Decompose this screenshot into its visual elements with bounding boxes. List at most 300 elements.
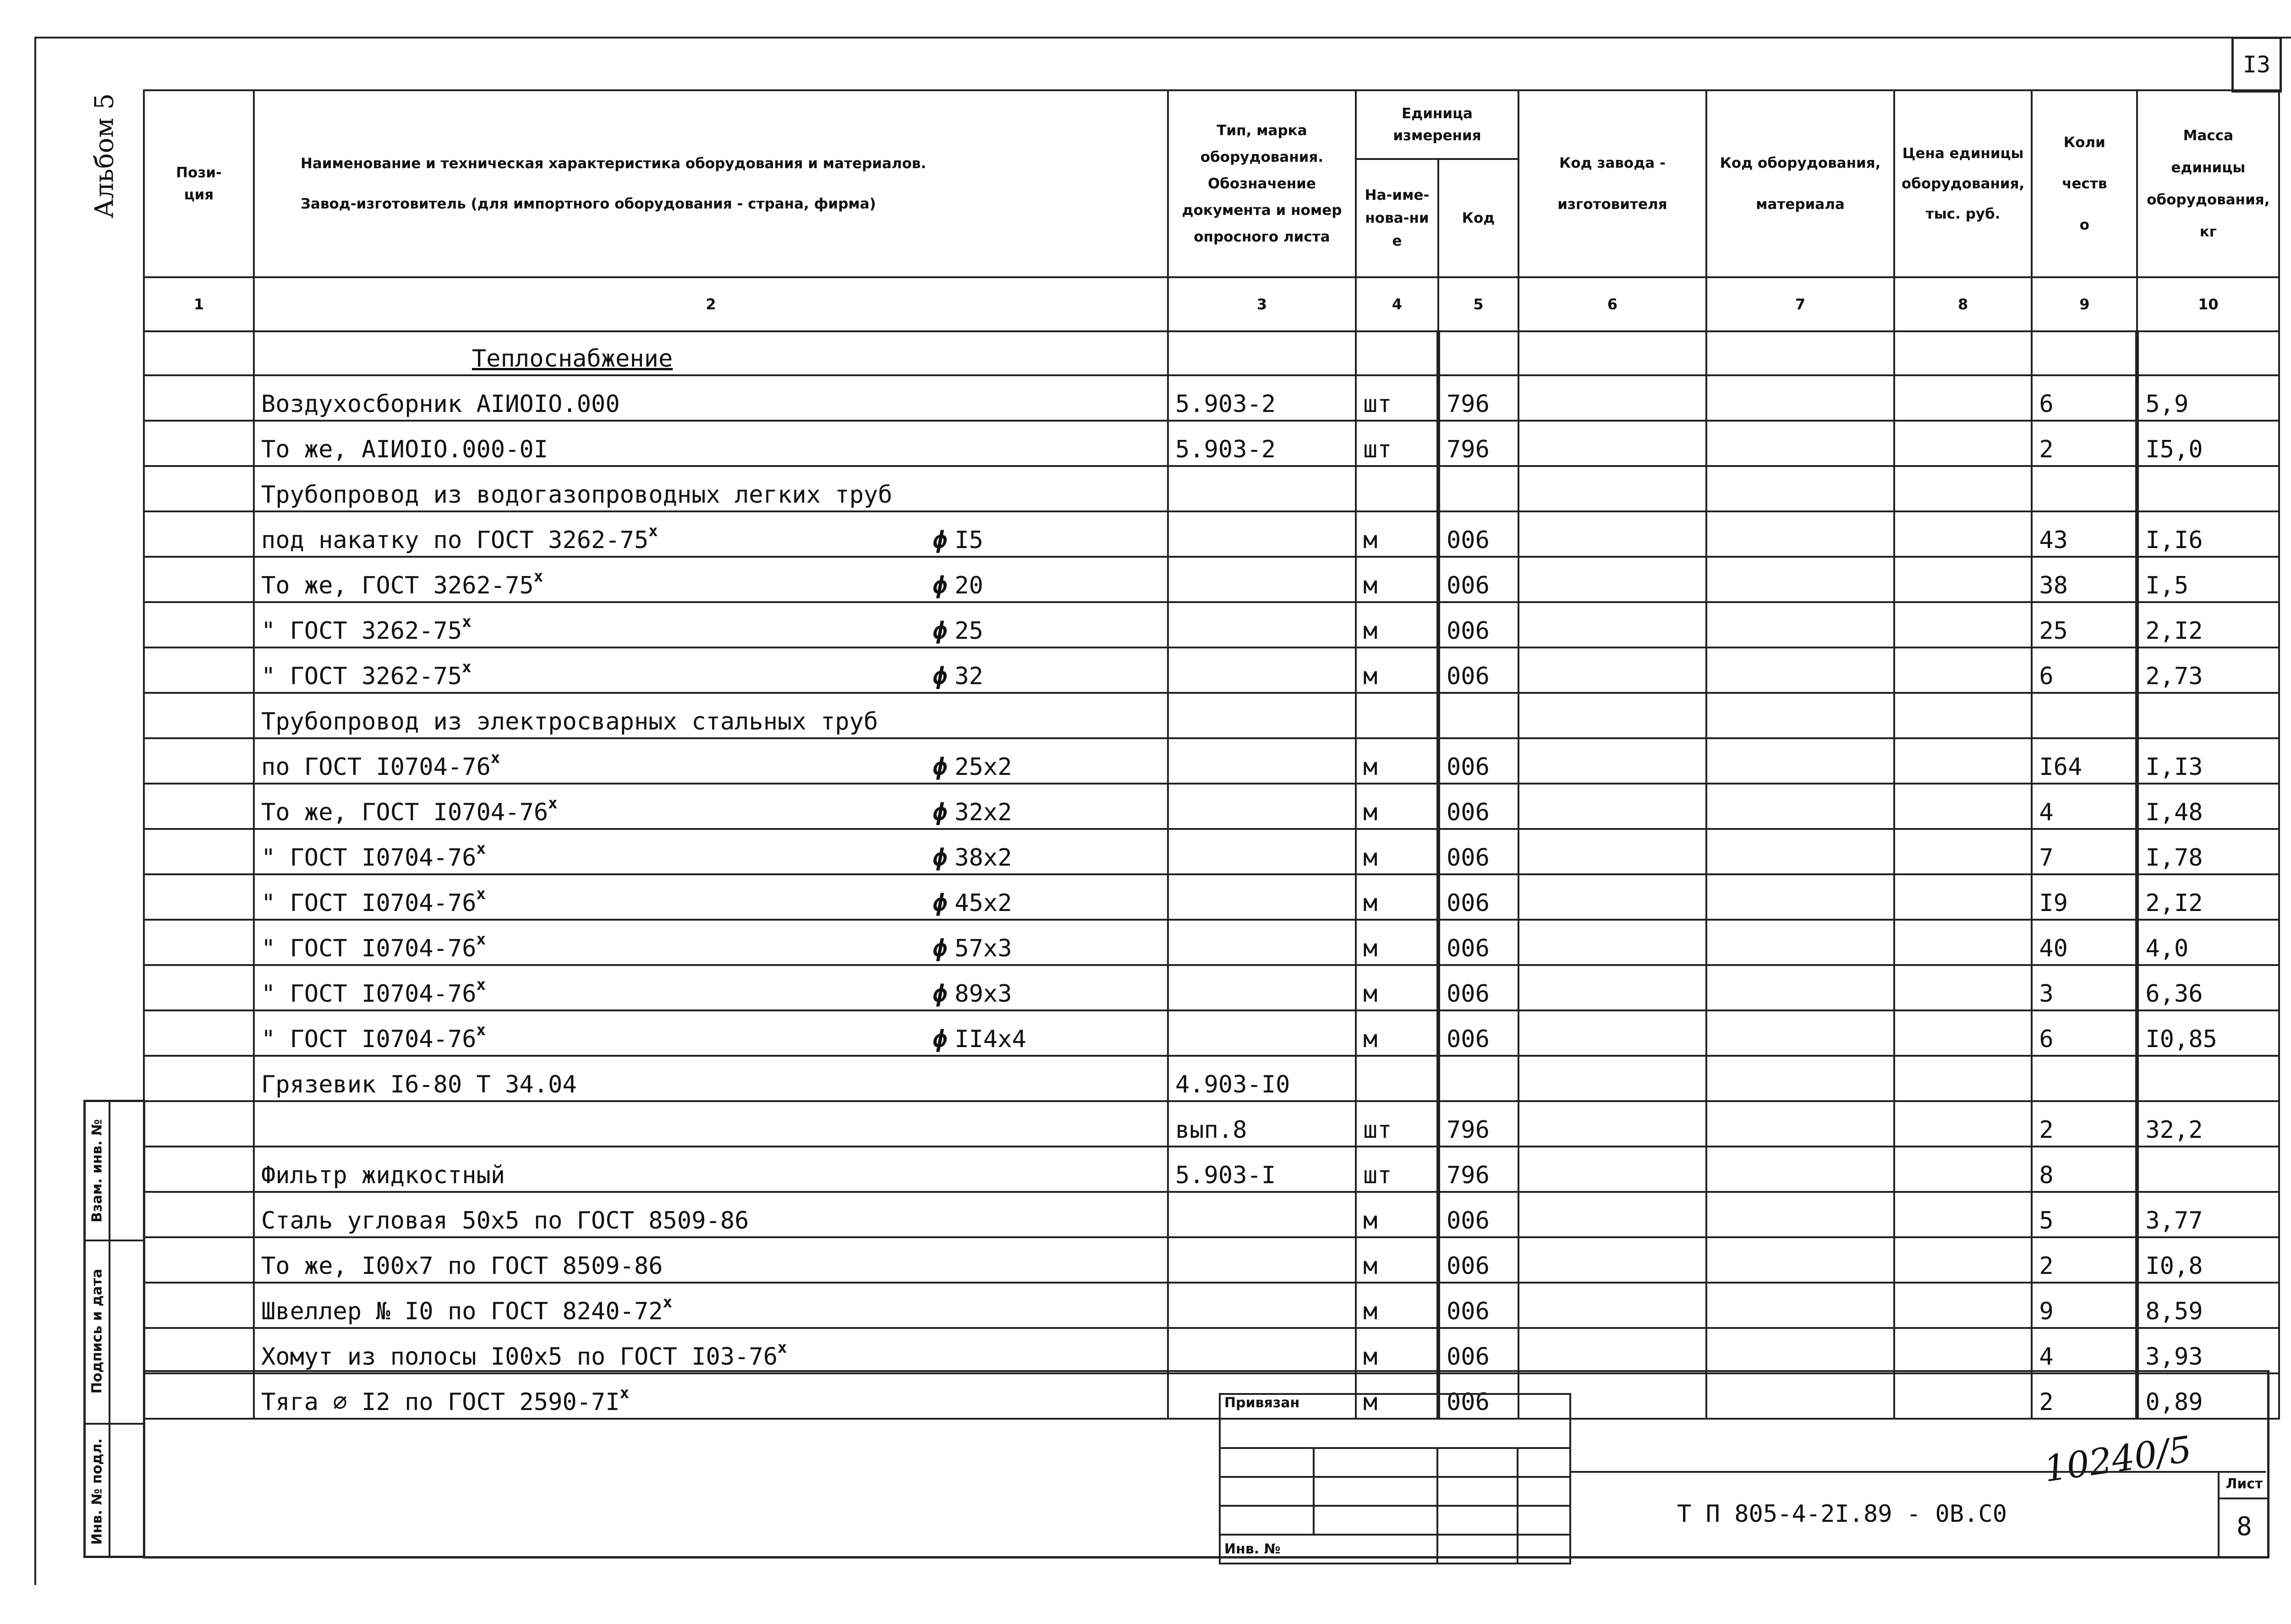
cell-mass: 5,9 <box>2137 375 2279 421</box>
cell-unit-code: 796 <box>1438 1101 1518 1147</box>
item-name: Фильтр жидкостный <box>261 1162 505 1189</box>
superscript-mark: x <box>619 1384 630 1402</box>
table-row <box>144 1010 2279 1056</box>
cell-price <box>1894 1192 2032 1237</box>
item-name: То же, ГОСТ 3262-75 <box>261 572 534 599</box>
item-name: " ГОСТ I0704-76 <box>261 980 477 1008</box>
cell-plant-code <box>1518 511 1706 557</box>
cell-quantity: 8 <box>2032 1147 2137 1192</box>
item-name: То же, ГОСТ I0704-76 <box>261 799 548 826</box>
cell-name <box>254 375 1168 421</box>
table-row <box>144 1147 2279 1192</box>
cell-mass: I,I6 <box>2137 511 2279 557</box>
superscript-mark: x <box>490 749 500 767</box>
cell-quantity: 7 <box>2032 829 2137 874</box>
cell-unit: м <box>1356 602 1438 647</box>
item-name: Швеллер № I0 по ГОСТ 8240-72 <box>261 1298 663 1325</box>
cell-price <box>1894 1101 2032 1147</box>
cell-mass: 2,I2 <box>2137 874 2279 920</box>
cell-unit-code <box>1438 693 1518 738</box>
cell-price <box>1894 647 2032 693</box>
cell-mass: I,5 <box>2137 557 2279 602</box>
diameter-icon: ϕ <box>933 980 948 1008</box>
section-title: Теплоснабжение <box>472 345 673 373</box>
table-row <box>144 1056 2279 1101</box>
cell-position <box>144 421 254 466</box>
header-position: Пози- ция <box>144 90 254 277</box>
cell-position <box>144 1101 254 1147</box>
cell-mass <box>2137 466 2279 511</box>
table-row <box>144 421 2279 466</box>
cell-position <box>144 693 254 738</box>
cell-document: 5.903-I <box>1168 1147 1356 1192</box>
header-price: Цена единицы оборудования, тыс. руб. <box>1894 90 2032 277</box>
col-num-3: 3 <box>1168 277 1356 331</box>
cell-quantity: 2 <box>2032 1101 2137 1147</box>
cell-quantity: 3 <box>2032 965 2137 1010</box>
table-row <box>144 874 2279 920</box>
cell-equipment-code <box>1706 829 1894 874</box>
cell-price <box>1894 1373 2032 1419</box>
cell-plant-code <box>1518 1010 1706 1056</box>
cell-quantity: I64 <box>2032 738 2137 784</box>
cell-equipment-code <box>1706 1056 1894 1101</box>
cell-quantity: 2 <box>2032 1237 2137 1283</box>
cell-unit: м <box>1356 1373 1438 1419</box>
cell-plant-code <box>1518 602 1706 647</box>
cell-unit-code: 006 <box>1438 874 1518 920</box>
table-row <box>144 557 2279 602</box>
header-unit-name: На-име-нова-ние <box>1356 159 1438 277</box>
cell-quantity: 6 <box>2032 1010 2137 1056</box>
cell-unit: шт <box>1356 1147 1438 1192</box>
table-row <box>144 784 2279 829</box>
cell-plant-code <box>1518 1192 1706 1237</box>
cell-mass: 2,73 <box>2137 647 2279 693</box>
cell-plant-code <box>1518 829 1706 874</box>
diameter <box>933 527 983 554</box>
document-designation: Т П 805-4-2I.89 - 0В.С0 <box>1677 1500 2007 1528</box>
cell-price <box>1894 1010 2032 1056</box>
diameter-icon: ϕ <box>933 663 948 690</box>
handwritten-signature: 10240/5 <box>2041 1428 2194 1491</box>
superscript-mark: x <box>476 976 486 994</box>
cell-quantity <box>2032 1056 2137 1101</box>
cell-quantity: 43 <box>2032 511 2137 557</box>
cell-equipment-code <box>1706 1147 1894 1192</box>
table-row <box>144 602 2279 647</box>
cell-price <box>1894 1056 2032 1101</box>
item-name: Грязевик I6-80 Т 34.04 <box>261 1071 577 1098</box>
superscript-mark: x <box>533 567 543 586</box>
cell-mass: 8,59 <box>2137 1283 2279 1328</box>
cell-price <box>1894 738 2032 784</box>
item-name: " ГОСТ I0704-76 <box>261 935 477 962</box>
cell-document <box>1168 738 1356 784</box>
cell-unit-code: 006 <box>1438 738 1518 784</box>
cell-unit: м <box>1356 1237 1438 1283</box>
col-num-4: 4 <box>1356 277 1438 331</box>
cell-price <box>1894 421 2032 466</box>
item-name: по ГОСТ I0704-76 <box>261 753 491 781</box>
cell-plant-code <box>1518 920 1706 965</box>
cell-unit-code: 006 <box>1438 1237 1518 1283</box>
col-num-6: 6 <box>1518 277 1706 331</box>
header-mass: Масса единицы оборудования, кг <box>2137 90 2279 277</box>
cell-document: вып.8 <box>1168 1101 1356 1147</box>
cell-position <box>144 920 254 965</box>
footer-divider <box>143 1370 2267 1372</box>
diameter-icon: ϕ <box>933 844 948 872</box>
header-type: Тип, марка оборудования. Обозначение документа и номер опросного листа <box>1168 90 1356 277</box>
diameter-value: 57x3 <box>954 935 1012 962</box>
cell-position <box>144 1373 254 1419</box>
cell-plant-code <box>1518 738 1706 784</box>
cell-plant-code <box>1518 1283 1706 1328</box>
item-name: Тяга ⌀ I2 по ГОСТ 2590-7I <box>261 1388 620 1416</box>
table-row <box>144 738 2279 784</box>
cell-equipment-code <box>1706 693 1894 738</box>
cell-unit: шт <box>1356 421 1438 466</box>
cell-name <box>254 1101 1168 1147</box>
cell-unit <box>1356 466 1438 511</box>
cell-position <box>144 1147 254 1192</box>
cell-position <box>144 647 254 693</box>
diameter-value: 25x2 <box>954 753 1012 781</box>
cell-quantity: 5 <box>2032 1192 2137 1237</box>
cell-unit-code <box>1438 466 1518 511</box>
cell-position <box>144 1237 254 1283</box>
cell-plant-code <box>1518 466 1706 511</box>
cell-mass: 3,77 <box>2137 1192 2279 1237</box>
cell-unit: м <box>1356 784 1438 829</box>
cell-unit-code: 796 <box>1438 421 1518 466</box>
table-row <box>144 375 2279 421</box>
cell-document <box>1168 874 1356 920</box>
table-row <box>144 511 2279 557</box>
sheet-box <box>2218 1471 2269 1557</box>
cell-document <box>1168 1283 1356 1328</box>
item-name: Воздухосборник АIИОIО.000 <box>261 390 620 418</box>
binding-stamp <box>1219 1393 1571 1564</box>
header-name-line1: Наименование и техническая характеристика оборудования и материалов. <box>301 155 926 172</box>
cell-equipment-code <box>1706 375 1894 421</box>
diameter-value: 32 <box>954 663 983 690</box>
diameter-value: II4x4 <box>954 1026 1026 1053</box>
cell-plant-code <box>1518 784 1706 829</box>
diameter-value: 38x2 <box>954 844 1012 872</box>
diameter <box>933 572 983 599</box>
cell-document <box>1168 920 1356 965</box>
cell-quantity: 6 <box>2032 647 2137 693</box>
superscript-mark: x <box>476 1021 486 1039</box>
cell-unit-code <box>1438 1056 1518 1101</box>
cell-price <box>1894 965 2032 1010</box>
item-name: " ГОСТ I0704-76 <box>261 844 477 872</box>
cell-price <box>1894 1328 2032 1373</box>
diameter-value: 45x2 <box>954 889 1012 917</box>
superscript-mark: x <box>548 794 558 812</box>
col-num-2: 2 <box>254 277 1168 331</box>
item-name: под накатку по ГОСТ 3262-75 <box>261 527 649 554</box>
cell-plant-code <box>1518 965 1706 1010</box>
diameter <box>933 844 1012 872</box>
superscript-mark: x <box>462 658 471 676</box>
table-row <box>144 965 2279 1010</box>
cell-equipment-code <box>1706 1373 1894 1419</box>
cell-mass: 2,I2 <box>2137 602 2279 647</box>
privyazan-label: Привязан <box>1220 1394 1570 1448</box>
cell-mass: 6,36 <box>2137 965 2279 1010</box>
cell-plant-code <box>1518 1056 1706 1101</box>
cell-name <box>254 1056 1168 1101</box>
cell-price <box>1894 466 2032 511</box>
cell-document: 5.903-2 <box>1168 421 1356 466</box>
diameter-icon: ϕ <box>933 572 948 599</box>
specification-table <box>143 89 2280 1420</box>
cell-mass <box>2137 693 2279 738</box>
cell-equipment-code <box>1706 874 1894 920</box>
cell-document <box>1168 557 1356 602</box>
diameter <box>933 799 1012 826</box>
cell-mass: 3,93 <box>2137 1328 2279 1373</box>
cell-position <box>144 1192 254 1237</box>
diameter <box>933 935 1012 962</box>
cell-document: 5.903-2 <box>1168 375 1356 421</box>
cell-document <box>1168 829 1356 874</box>
cell-unit: м <box>1356 1328 1438 1373</box>
cell-price <box>1894 693 2032 738</box>
superscript-mark: x <box>778 1339 787 1357</box>
cell-mass: I5,0 <box>2137 421 2279 466</box>
cell-price <box>1894 375 2032 421</box>
diameter-icon: ϕ <box>933 1026 948 1053</box>
cell-quantity: 2 <box>2032 421 2137 466</box>
cell-equipment-code <box>1706 466 1894 511</box>
cell-name <box>254 602 1168 647</box>
cell-position <box>144 1056 254 1101</box>
diameter-value: 89x3 <box>954 980 1012 1008</box>
col-num-7: 7 <box>1706 277 1894 331</box>
sheet-label: Лист <box>2220 1471 2269 1499</box>
cell-plant-code <box>1518 375 1706 421</box>
header-name-line2: Завод-изготовитель (для импортного оборудования - страна, фирма) <box>301 196 876 212</box>
item-name: " ГОСТ I0704-76 <box>261 889 477 917</box>
item-name: Трубопровод из электросварных стальных труб <box>261 708 878 735</box>
diameter-icon: ϕ <box>933 617 948 645</box>
superscript-mark: x <box>476 930 486 949</box>
cell-unit-code: 006 <box>1438 1283 1518 1328</box>
cell-document <box>1168 784 1356 829</box>
cell-name <box>254 1237 1168 1283</box>
cell-plant-code <box>1518 1328 1706 1373</box>
cell-equipment-code <box>1706 1192 1894 1237</box>
item-name: Трубопровод из водогазопроводных легких труб <box>261 481 893 509</box>
cell-mass: I,78 <box>2137 829 2279 874</box>
cell-name <box>254 965 1168 1010</box>
cell-name <box>254 557 1168 602</box>
cell-unit: м <box>1356 647 1438 693</box>
diameter-icon: ϕ <box>933 527 948 554</box>
diameter-icon: ϕ <box>933 935 948 962</box>
cell-unit-code: 006 <box>1438 1373 1518 1419</box>
title-block <box>1569 1471 2266 1559</box>
cell-quantity: I9 <box>2032 874 2137 920</box>
cell-unit-code: 796 <box>1438 375 1518 421</box>
cell-quantity: 9 <box>2032 1283 2137 1328</box>
cell-document <box>1168 511 1356 557</box>
cell-equipment-code <box>1706 1101 1894 1147</box>
cell-equipment-code <box>1706 557 1894 602</box>
header-equipment-code: Код оборудования, материала <box>1706 90 1894 277</box>
cell-mass <box>2137 1056 2279 1101</box>
cell-unit: шт <box>1356 375 1438 421</box>
table-row <box>144 920 2279 965</box>
side-stamp <box>83 1100 145 1558</box>
cell-equipment-code <box>1706 1328 1894 1373</box>
cell-unit: м <box>1356 1283 1438 1328</box>
header-name <box>254 90 1168 277</box>
cell-name <box>254 1010 1168 1056</box>
cell-position <box>144 557 254 602</box>
cell-unit-code: 006 <box>1438 602 1518 647</box>
cell-name <box>254 874 1168 920</box>
cell-unit: м <box>1356 965 1438 1010</box>
cell-document <box>1168 466 1356 511</box>
cell-mass <box>2137 1147 2279 1192</box>
cell-mass: I,48 <box>2137 784 2279 829</box>
bottom-border <box>143 1556 2269 1558</box>
superscript-mark: x <box>476 839 486 858</box>
item-name: То же, АIИОIО.000-0I <box>261 436 548 463</box>
item-name: Хомут из полосы I00x5 по ГОСТ I03-76 <box>261 1343 778 1371</box>
diameter <box>933 663 983 690</box>
cell-unit-code: 006 <box>1438 829 1518 874</box>
item-name: Сталь угловая 50x5 по ГОСТ 8509-86 <box>261 1207 749 1234</box>
table-row <box>144 829 2279 874</box>
superscript-mark: x <box>462 613 471 631</box>
cell-position <box>144 602 254 647</box>
cell-plant-code <box>1518 1147 1706 1192</box>
cell-price <box>1894 1283 2032 1328</box>
cell-name <box>254 1283 1168 1328</box>
table-row <box>144 693 2279 738</box>
cell-name <box>254 920 1168 965</box>
cell-unit <box>1356 693 1438 738</box>
cell-mass: 32,2 <box>2137 1101 2279 1147</box>
cell-plant-code <box>1518 647 1706 693</box>
sheet-number-top: I3 <box>2231 37 2282 93</box>
table-row <box>144 466 2279 511</box>
cell-mass: 0,89 <box>2137 1373 2279 1419</box>
inv-podl-label: Инв. № подл. <box>89 1438 105 1545</box>
cell-document <box>1168 602 1356 647</box>
cell-quantity: 2 <box>2032 1373 2137 1419</box>
cell-plant-code <box>1518 421 1706 466</box>
diameter-icon: ϕ <box>933 799 948 826</box>
table-row <box>144 1237 2279 1283</box>
cell-mass: I,I3 <box>2137 738 2279 784</box>
col-num-8: 8 <box>1894 277 2032 331</box>
item-name: То же, I00x7 по ГОСТ 8509-86 <box>261 1252 663 1280</box>
cell-name <box>254 1373 1168 1419</box>
inv-label: Инв. № <box>1220 1535 1437 1564</box>
cell-position <box>144 874 254 920</box>
cell-unit: м <box>1356 874 1438 920</box>
cell-position <box>144 466 254 511</box>
cell-quantity: 4 <box>2032 1328 2137 1373</box>
cell-equipment-code <box>1706 1283 1894 1328</box>
cell-name <box>254 466 1168 511</box>
cell-unit-code: 006 <box>1438 784 1518 829</box>
podpis-data-label: Подпись и дата <box>89 1268 105 1394</box>
cell-position <box>144 511 254 557</box>
cell-document <box>1168 647 1356 693</box>
cell-document <box>1168 1237 1356 1283</box>
col-num-5: 5 <box>1438 277 1518 331</box>
cell-unit-code: 006 <box>1438 1192 1518 1237</box>
cell-unit-code: 006 <box>1438 511 1518 557</box>
cell-quantity <box>2032 693 2137 738</box>
cell-document <box>1168 1328 1356 1373</box>
diameter <box>933 889 1012 917</box>
diameter-value: 32x2 <box>954 799 1012 826</box>
cell-unit: м <box>1356 1010 1438 1056</box>
diameter <box>933 617 983 645</box>
album-label: Альбом 5 <box>89 93 120 219</box>
cell-mass: I0,85 <box>2137 1010 2279 1056</box>
cell-position <box>144 1328 254 1373</box>
cell-unit: м <box>1356 511 1438 557</box>
cell-unit-code: 006 <box>1438 1328 1518 1373</box>
diameter <box>933 980 1012 1008</box>
header-unit: Единица измерения <box>1356 90 1518 159</box>
table-row <box>144 647 2279 693</box>
cell-mass: I0,8 <box>2137 1237 2279 1283</box>
cell-price <box>1894 784 2032 829</box>
diameter-icon: ϕ <box>933 753 948 781</box>
cell-name <box>254 693 1168 738</box>
cell-position <box>144 738 254 784</box>
superscript-mark: x <box>476 885 486 903</box>
cell-plant-code <box>1518 1101 1706 1147</box>
cell-quantity: 4 <box>2032 784 2137 829</box>
cell-unit <box>1356 1056 1438 1101</box>
cell-quantity: 38 <box>2032 557 2137 602</box>
cell-equipment-code <box>1706 511 1894 557</box>
cell-position <box>144 1283 254 1328</box>
cell-name <box>254 829 1168 874</box>
cell-price <box>1894 874 2032 920</box>
cell-name <box>254 738 1168 784</box>
cell-equipment-code <box>1706 920 1894 965</box>
cell-plant-code <box>1518 693 1706 738</box>
cell-name <box>254 1328 1168 1373</box>
cell-name <box>254 1192 1168 1237</box>
cell-equipment-code <box>1706 738 1894 784</box>
header-plant-code: Код завода - изготовителя <box>1518 90 1706 277</box>
cell-position <box>144 965 254 1010</box>
item-name: " ГОСТ 3262-75 <box>261 617 462 645</box>
cell-name <box>254 784 1168 829</box>
table-row <box>144 1328 2279 1373</box>
col-num-1: 1 <box>144 277 254 331</box>
cell-unit-code: 006 <box>1438 557 1518 602</box>
cell-unit-code: 006 <box>1438 1010 1518 1056</box>
diameter-value: I5 <box>954 527 983 554</box>
cell-price <box>1894 1147 2032 1192</box>
cell-plant-code <box>1518 557 1706 602</box>
